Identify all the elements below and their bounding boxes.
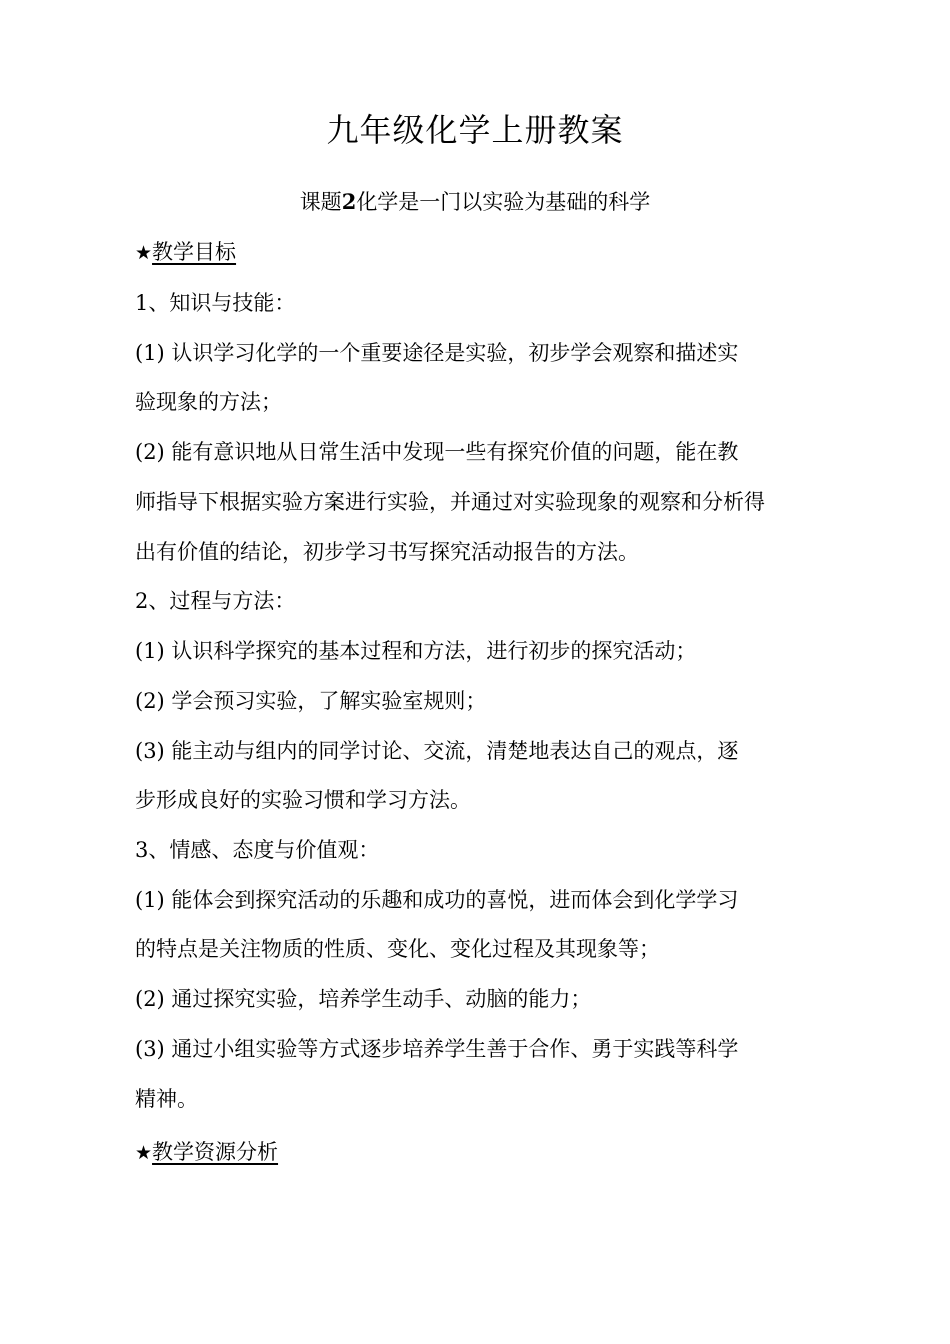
section-heading-text: 教学目标 <box>152 240 237 264</box>
section-heading-resources <box>135 1137 815 1168</box>
body-line: 1、知识与技能： <box>135 291 296 315</box>
subtitle-number: 2 <box>341 189 357 214</box>
body-line: (2) 通过探究实验，培养学生动手、动脑的能力； <box>135 987 592 1011</box>
body-line: 的特点是关注物质的性质、变化、变化过程及其现象等； <box>135 937 660 961</box>
body-line: 师指导下根据实验方案进行实验，并通过对实验现象的观察和分析得 <box>135 490 765 514</box>
body-line: (3) 能主动与组内的同学讨论、交流，清楚地表达自己的观点，逐 <box>135 739 739 763</box>
body-line: (2) 能有意识地从日常生活中发现一些有探究价值的问题，能在教 <box>135 440 739 464</box>
body-line: 精神。 <box>135 1087 198 1111</box>
section-heading-objectives <box>135 237 815 268</box>
body-line: (1) 能体会到探究活动的乐趣和成功的喜悦，进而体会到化学学习 <box>135 888 739 912</box>
document-title: 九年级化学上册教案 <box>326 111 624 149</box>
star-icon: ★ <box>135 1142 153 1164</box>
lesson-subtitle <box>0 187 950 217</box>
section-heading-text: 教学资源分析 <box>152 1140 279 1164</box>
body-line: 验现象的方法； <box>135 390 282 414</box>
body-line: (1) 认识科学探究的基本过程和方法，进行初步的探究活动； <box>135 639 697 663</box>
body-line: (2) 学会预习实验，了解实验室规则； <box>135 689 487 713</box>
body-line: 3、情感、态度与价值观： <box>135 838 380 862</box>
body-line: (3) 通过小组实验等方式逐步培养学生善于合作、勇于实践等科学 <box>135 1037 739 1061</box>
body-line: 2、过程与方法： <box>135 589 296 613</box>
body-line: 步形成良好的实验习惯和学习方法。 <box>135 788 471 812</box>
subtitle-text: 化学是一门以实验为基础的科学 <box>356 190 651 214</box>
body-line: 出有价值的结论，初步学习书写探究活动报告的方法。 <box>135 540 639 564</box>
subtitle-prefix: 课题 <box>299 190 342 214</box>
star-icon: ★ <box>135 242 153 264</box>
body-line: (1) 认识学习化学的一个重要途径是实验，初步学会观察和描述实 <box>135 341 739 365</box>
